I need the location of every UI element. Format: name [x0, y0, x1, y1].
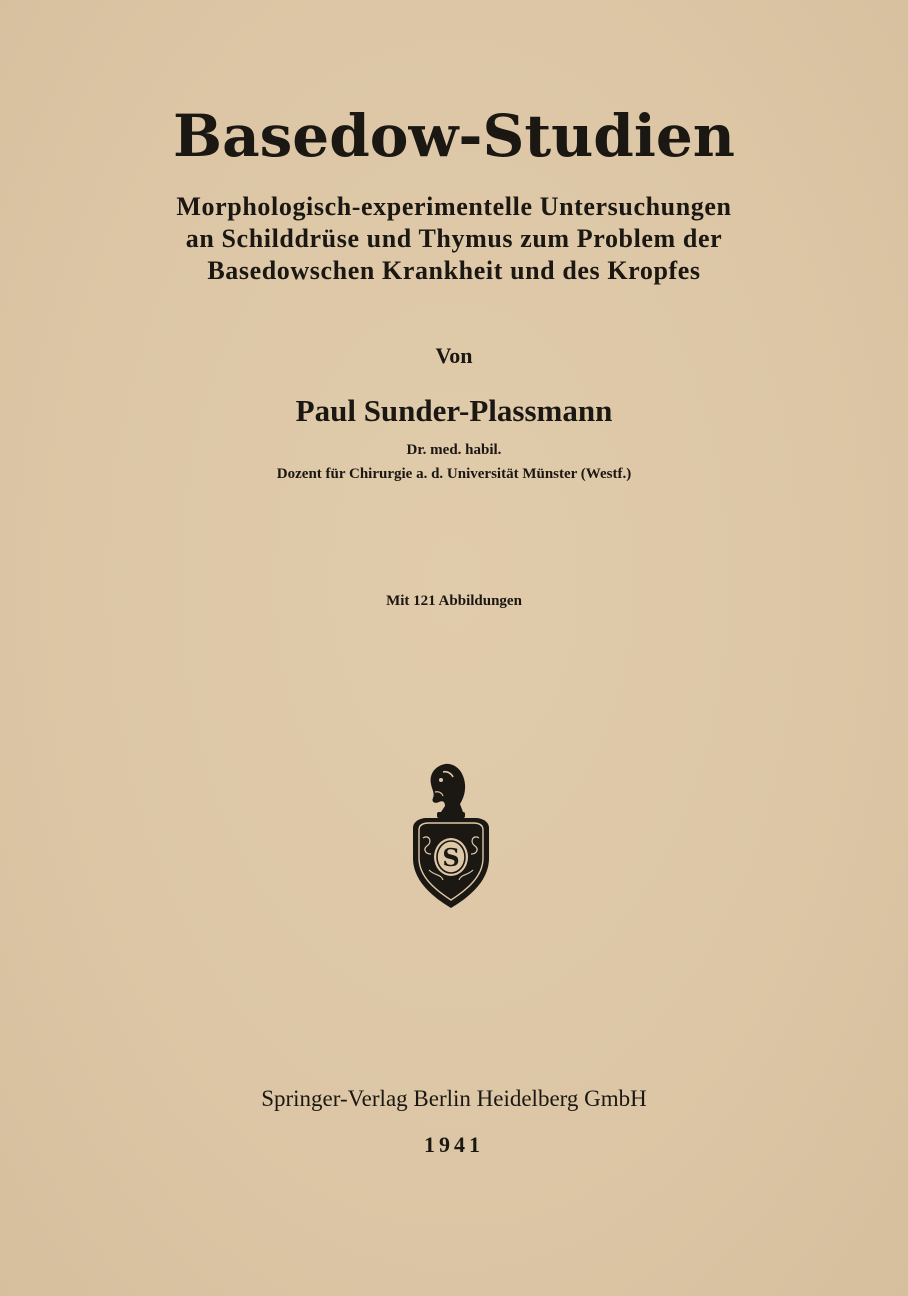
springer-chess-knight-logo-icon: [405, 758, 497, 914]
author-position: Dozent für Chirurgie a. d. Universität Münster (Westf.): [276, 466, 632, 482]
author-name: Paul Sunder-Plassmann: [295, 393, 613, 428]
figures-note: Mit 121 Abbildungen: [386, 593, 522, 609]
book-title: Basedow-Studien: [173, 102, 735, 170]
publication-year: 1941: [424, 1132, 484, 1157]
subtitle-line-3: Basedowschen Krankheit und des Kropfes: [207, 256, 701, 285]
author-degree: Dr. med. habil.: [406, 442, 502, 458]
subtitle-line-2: an Schilddrüse und Thymus zum Problem der: [185, 224, 723, 253]
publisher: Springer-Verlag Berlin Heidelberg GmbH: [261, 1086, 647, 1111]
subtitle-line-1: Morphologisch-experimentelle Untersuchungen: [176, 192, 732, 221]
logo-letter: S: [442, 843, 460, 872]
by-label: Von: [435, 343, 473, 368]
